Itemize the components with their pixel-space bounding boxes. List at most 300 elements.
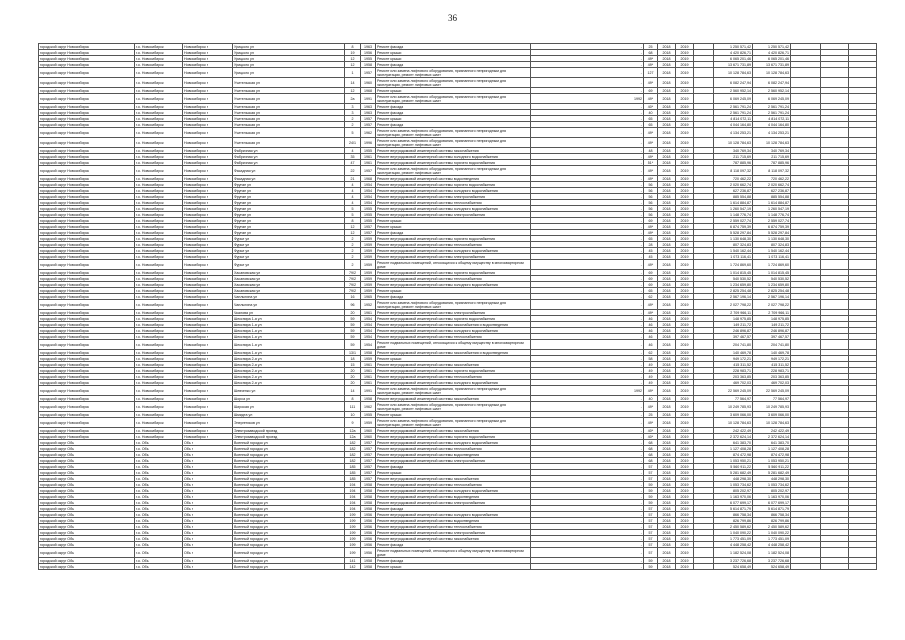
end-year-cell: 2019 xyxy=(676,270,694,276)
wear-cell: 57 xyxy=(644,512,658,518)
wear-cell: 48 xyxy=(644,148,658,154)
street-cell: Шекспира 1-я ул xyxy=(233,322,345,328)
municipality-cell: городской округ Новосибирск xyxy=(39,412,135,418)
municipality-cell: городской округ Новосибирск xyxy=(39,288,135,294)
total-cell: 627 236,87 xyxy=(753,188,791,194)
street-cell: Фрунзе ул xyxy=(233,230,345,236)
street-cell: Военный городок ул xyxy=(233,518,345,524)
work-type-cell: Ремонт крыши xyxy=(376,88,531,94)
work-type-cell: Ремонт крыши xyxy=(376,116,531,122)
start-year-cell: 2018 xyxy=(658,362,676,368)
start-year-cell: 2018 xyxy=(658,316,676,322)
house-cell: 182 xyxy=(345,458,361,464)
wear-cell: 65 xyxy=(644,236,658,242)
blank-cell xyxy=(821,418,849,428)
city-cell: г.о. Новосибирск xyxy=(135,50,183,56)
city-cell: г.о. Обь xyxy=(135,542,183,548)
end-year-cell: 2019 xyxy=(676,334,694,340)
blank-cell xyxy=(849,340,877,350)
cost-cell: 1 053 734,62 xyxy=(714,482,753,488)
district-cell: Обь г xyxy=(183,506,233,512)
municipality-cell: городской округ Новосибирск xyxy=(39,322,135,328)
municipality-cell: городской округ Новосибирск xyxy=(39,194,135,200)
blank-cell xyxy=(791,68,821,78)
modernization-year-cell: - xyxy=(531,176,644,182)
municipality-cell: городской округ Обь xyxy=(39,446,135,452)
street-cell: Урицкого ул xyxy=(233,44,345,50)
house-cell: 15 xyxy=(345,362,361,368)
street-cell: Шевченко ул xyxy=(233,386,345,396)
total-cell: 2 561 791,24 xyxy=(753,110,791,116)
total-cell: 246 896,87 xyxy=(753,328,791,334)
cost-cell: 10 128 784,63 xyxy=(714,418,753,428)
total-cell: 228 983,71 xyxy=(753,368,791,374)
cost-cell: 148 975,85 xyxy=(714,316,753,322)
municipality-cell: городской округ Новосибирск xyxy=(39,88,135,94)
house-cell: 3 xyxy=(345,104,361,110)
house-cell: 20 xyxy=(345,310,361,316)
city-cell: г.о. Новосибирск xyxy=(135,428,183,434)
house-cell: 141 xyxy=(345,558,361,564)
start-year-cell: 2018 xyxy=(658,434,676,440)
house-cell: 19 xyxy=(345,50,361,56)
build-year-cell: 1955 xyxy=(361,212,376,218)
city-cell: г.о. Обь xyxy=(135,470,183,476)
build-year-cell: 1959 xyxy=(361,270,376,276)
cost-cell: 6 077 699,17 xyxy=(714,500,753,506)
blank-cell xyxy=(849,386,877,396)
wear-cell: 40* xyxy=(644,434,658,440)
end-year-cell: 2019 xyxy=(676,182,694,188)
work-type-cell: Ремонт крыши xyxy=(376,56,531,62)
city-cell: г.о. Новосибирск xyxy=(135,434,183,440)
municipality-cell: городской округ Новосибирск xyxy=(39,282,135,288)
modernization-year-cell: - xyxy=(531,224,644,230)
start-year-cell: 2018 xyxy=(658,176,676,182)
city-cell: г.о. Новосибирск xyxy=(135,316,183,322)
start-year-cell: 2018 xyxy=(658,44,676,50)
municipality-cell: городской округ Обь xyxy=(39,518,135,524)
build-year-cell: 1961 xyxy=(361,362,376,368)
district-cell: Новосибирск г xyxy=(183,206,233,212)
street-cell: Военный городок ул xyxy=(233,536,345,542)
start-year-cell: 2018 xyxy=(658,78,676,88)
start-year-cell: 2018 xyxy=(658,188,676,194)
municipality-cell: городской округ Новосибирск xyxy=(39,110,135,116)
street-cell: Военный городок ул xyxy=(233,488,345,494)
end-year-cell: 2019 xyxy=(676,476,694,482)
wear-cell: 49* xyxy=(644,56,658,62)
work-type-cell: Ремонт фасада xyxy=(376,464,531,470)
total-cell: 4 814 072,11 xyxy=(753,116,791,122)
street-cell: Урицкого ул xyxy=(233,62,345,68)
wear-cell: 69 xyxy=(644,276,658,282)
table-row xyxy=(39,68,877,78)
start-year-cell: 2018 xyxy=(658,218,676,224)
district-cell: Обь г xyxy=(183,458,233,464)
wear-cell: 40* xyxy=(644,104,658,110)
house-cell: 182 xyxy=(345,446,361,452)
modernization-year-cell: - xyxy=(531,564,644,570)
wear-cell: 40 xyxy=(644,396,658,402)
district-cell: Обь г xyxy=(183,518,233,524)
build-year-cell: 1962 xyxy=(361,402,376,412)
total-cell: 1 040 090,22 xyxy=(753,530,791,536)
wear-cell: 65 xyxy=(644,288,658,294)
modernization-year-cell: - xyxy=(531,122,644,128)
district-cell: Новосибирск г xyxy=(183,230,233,236)
house-cell: 2 xyxy=(345,248,361,254)
municipality-cell: городской округ Новосибирск xyxy=(39,188,135,194)
total-cell: 2 372 624,14 xyxy=(753,434,791,440)
cost-cell: 874 472,98 xyxy=(714,452,753,458)
modernization-year-cell: - xyxy=(531,368,644,374)
end-year-cell: 2019 xyxy=(676,116,694,122)
cost-cell: 4 044 164,80 xyxy=(714,122,753,128)
total-cell: 3 609 066,00 xyxy=(753,412,791,418)
cost-cell: 2 567 196,14 xyxy=(714,294,753,300)
street-cell: Военный городок ул xyxy=(233,564,345,570)
modernization-year-cell: - xyxy=(531,418,644,428)
street-cell: Фурье ул xyxy=(233,248,345,254)
municipality-cell: городской округ Новосибирск xyxy=(39,396,135,402)
end-year-cell: 2019 xyxy=(676,300,694,310)
table-body xyxy=(39,44,877,570)
build-year-cell: 1957 xyxy=(361,464,376,470)
table-row xyxy=(39,138,877,148)
house-cell: 2а xyxy=(345,94,361,104)
build-year-cell: 1954 xyxy=(361,334,376,340)
end-year-cell: 2019 xyxy=(676,282,694,288)
start-year-cell: 2018 xyxy=(658,356,676,362)
wear-cell: 49 xyxy=(644,374,658,380)
city-cell: г.о. Новосибирск xyxy=(135,194,183,200)
blank-cell xyxy=(821,548,849,558)
district-cell: Новосибирск г xyxy=(183,380,233,386)
start-year-cell: 2018 xyxy=(658,288,676,294)
wear-cell: 57 xyxy=(644,536,658,542)
modernization-year-cell: - xyxy=(531,356,644,362)
modernization-year-cell: - xyxy=(531,458,644,464)
city-cell: г.о. Обь xyxy=(135,452,183,458)
modernization-year-cell: - xyxy=(531,236,644,242)
street-cell: Военный городок ул xyxy=(233,548,345,558)
build-year-cell: 1959 xyxy=(361,282,376,288)
municipality-cell: городской округ Обь xyxy=(39,530,135,536)
house-cell: 185 xyxy=(345,476,361,482)
street-cell: Фурье ул xyxy=(233,260,345,270)
end-year-cell: 2019 xyxy=(676,564,694,570)
total-cell: 524 658,49 xyxy=(753,564,791,570)
start-year-cell: 2018 xyxy=(658,56,676,62)
municipality-cell: городской округ Новосибирск xyxy=(39,160,135,166)
house-cell: 2 xyxy=(345,254,361,260)
blank-cell xyxy=(694,418,714,428)
build-year-cell: 1958 xyxy=(361,396,376,402)
start-year-cell: 2018 xyxy=(658,322,676,328)
street-cell: Шекспира 1-я ул xyxy=(233,340,345,350)
build-year-cell: 1960 xyxy=(361,78,376,88)
cost-cell: 807 324,83 xyxy=(714,242,753,248)
total-cell: 415 311,52 xyxy=(753,362,791,368)
total-cell: 2 020 662,74 xyxy=(753,182,791,188)
street-cell: Военный городок ул xyxy=(233,458,345,464)
house-cell: 59 xyxy=(345,316,361,322)
modernization-year-cell: - xyxy=(531,328,644,334)
municipality-cell: городской округ Новосибирск xyxy=(39,386,135,396)
total-cell: 22 569 245,09 xyxy=(753,386,791,396)
modernization-year-cell: - xyxy=(531,340,644,350)
city-cell: г.о. Новосибирск xyxy=(135,288,183,294)
wear-cell: 59 xyxy=(644,482,658,488)
wear-cell: 28 xyxy=(644,242,658,248)
modernization-year-cell: - xyxy=(531,506,644,512)
street-cell: Военный городок ул xyxy=(233,440,345,446)
blank-cell xyxy=(849,548,877,558)
street-cell: Военный городок ул xyxy=(233,452,345,458)
district-cell: Обь г xyxy=(183,446,233,452)
city-cell: г.о. Обь xyxy=(135,506,183,512)
cost-cell: 2 372 624,14 xyxy=(714,434,753,440)
work-type-cell: Ремонт или замена лифтового оборудования, признанного непригодным для эксплуатации, ремонт лифтовых шахт xyxy=(376,78,531,88)
wear-cell: 69 xyxy=(644,270,658,276)
start-year-cell: 2018 xyxy=(658,464,676,470)
city-cell: г.о. Обь xyxy=(135,548,183,558)
house-cell: 14 xyxy=(345,386,361,396)
work-type-cell: Ремонт внутридомовой инженерной системы газоснабжения xyxy=(376,428,531,434)
district-cell: Новосибирск г xyxy=(183,374,233,380)
work-type-cell: Ремонт фасада xyxy=(376,62,531,68)
modernization-year-cell: 1992 xyxy=(531,386,644,396)
municipality-cell: городской округ Обь xyxy=(39,464,135,470)
wear-cell: 49 xyxy=(644,368,658,374)
end-year-cell: 2019 xyxy=(676,154,694,160)
work-type-cell: Ремонт внутридомовой инженерной системы теплоснабжения xyxy=(376,242,531,248)
house-cell: 12 xyxy=(345,224,361,230)
wear-cell: 49* xyxy=(644,154,658,160)
start-year-cell: 2018 xyxy=(658,160,676,166)
work-type-cell: Ремонт внутридомовой инженерной системы горячего водоснабжения xyxy=(376,368,531,374)
district-cell: Обь г xyxy=(183,476,233,482)
build-year-cell: 1957 xyxy=(361,458,376,464)
total-cell: 1 724 869,60 xyxy=(753,260,791,270)
city-cell: г.о. Новосибирск xyxy=(135,374,183,380)
build-year-cell: 1957 xyxy=(361,452,376,458)
build-year-cell: 1955 xyxy=(361,218,376,224)
municipality-cell: городской округ Новосибирск xyxy=(39,260,135,270)
blank-cell xyxy=(791,166,821,176)
work-type-cell: Ремонт внутридомовой инженерной системы холодного водоснабжения xyxy=(376,380,531,386)
city-cell: г.о. Обь xyxy=(135,458,183,464)
table-row xyxy=(39,300,877,310)
start-year-cell: 2018 xyxy=(658,88,676,94)
end-year-cell: 2019 xyxy=(676,362,694,368)
wear-cell: 49* xyxy=(644,418,658,428)
wear-cell: 68 xyxy=(644,458,658,464)
blank-cell xyxy=(821,166,849,176)
start-year-cell: 2018 xyxy=(658,494,676,500)
total-cell: 1 130 648,30 xyxy=(753,236,791,242)
wear-cell: 68 xyxy=(644,452,658,458)
street-cell: Хасановская ул xyxy=(233,288,345,294)
street-cell: Военный городок ул xyxy=(233,558,345,564)
start-year-cell: 2018 xyxy=(658,224,676,230)
total-cell: 720 462,22 xyxy=(753,176,791,182)
table-row xyxy=(39,340,877,350)
start-year-cell: 2018 xyxy=(658,476,676,482)
start-year-cell: 2018 xyxy=(658,206,676,212)
wear-cell: 49* xyxy=(644,402,658,412)
total-cell: 10 128 784,63 xyxy=(753,138,791,148)
wear-cell: 56 xyxy=(644,206,658,212)
modernization-year-cell: - xyxy=(531,88,644,94)
total-cell: 340 769,34 xyxy=(753,148,791,154)
house-cell: 194 xyxy=(345,482,361,488)
municipality-cell: городской округ Новосибирск xyxy=(39,62,135,68)
wear-cell: 51* xyxy=(644,160,658,166)
district-cell: Новосибирск г xyxy=(183,128,233,138)
build-year-cell: 1963 xyxy=(361,104,376,110)
street-cell: Фрунзе ул xyxy=(233,224,345,230)
house-cell: 4 xyxy=(345,200,361,206)
start-year-cell: 2018 xyxy=(658,374,676,380)
cost-cell: 2 559 027,74 xyxy=(714,218,753,224)
cost-cell: 1 724 869,60 xyxy=(714,260,753,270)
house-cell: 20 xyxy=(345,374,361,380)
city-cell: г.о. Новосибирск xyxy=(135,110,183,116)
start-year-cell: 2018 xyxy=(658,254,676,260)
municipality-cell: городской округ Обь xyxy=(39,470,135,476)
house-cell: 2 xyxy=(345,122,361,128)
district-cell: Новосибирск г xyxy=(183,362,233,368)
total-cell: 1 540 162,44 xyxy=(753,248,791,254)
cost-cell: 787 885,96 xyxy=(714,160,753,166)
city-cell: г.о. Новосибирск xyxy=(135,402,183,412)
start-year-cell: 2018 xyxy=(658,530,676,536)
district-cell: Обь г xyxy=(183,452,233,458)
start-year-cell: 2018 xyxy=(658,368,676,374)
district-cell: Новосибирск г xyxy=(183,68,233,78)
street-cell: Электрозаводской проезд xyxy=(233,434,345,440)
district-cell: Новосибирск г xyxy=(183,294,233,300)
city-cell: г.о. Новосибирск xyxy=(135,88,183,94)
wear-cell: 59 xyxy=(644,558,658,564)
street-cell: Шекспира 2-я ул xyxy=(233,368,345,374)
total-cell: 4 448 258,42 xyxy=(753,542,791,548)
city-cell: г.о. Новосибирск xyxy=(135,212,183,218)
blank-cell xyxy=(821,138,849,148)
city-cell: г.о. Новосибирск xyxy=(135,62,183,68)
start-year-cell: 2018 xyxy=(658,212,676,218)
build-year-cell: 1968 xyxy=(361,88,376,94)
work-type-cell: Ремонт или замена лифтового оборудования, признанного непригодным для эксплуатации, ремонт лифтовых шахт xyxy=(376,418,531,428)
house-cell: 96 xyxy=(345,300,361,310)
house-cell: 8 xyxy=(345,396,361,402)
start-year-cell: 2018 xyxy=(658,564,676,570)
house-cell: 59 xyxy=(345,340,361,350)
end-year-cell: 2019 xyxy=(676,452,694,458)
blank-cell xyxy=(821,402,849,412)
wear-cell: 49 xyxy=(644,362,658,368)
municipality-cell: городской округ Новосибирск xyxy=(39,300,135,310)
district-cell: Обь г xyxy=(183,488,233,494)
municipality-cell: городской округ Новосибирск xyxy=(39,200,135,206)
total-cell: 805 202,97 xyxy=(753,488,791,494)
wear-cell: 65 xyxy=(644,122,658,128)
build-year-cell: 1996 xyxy=(361,138,376,148)
start-year-cell: 2018 xyxy=(658,334,676,340)
blank-cell xyxy=(694,166,714,176)
blank-cell xyxy=(791,386,821,396)
municipality-cell: городской округ Обь xyxy=(39,494,135,500)
total-cell: 10 128 784,63 xyxy=(753,418,791,428)
house-cell: 35 xyxy=(345,154,361,160)
house-cell: 79/2 xyxy=(345,282,361,288)
end-year-cell: 2019 xyxy=(676,350,694,356)
total-cell: 874 472,98 xyxy=(753,452,791,458)
municipality-cell: городской округ Новосибирск xyxy=(39,44,135,50)
cost-cell: 10 249 785,93 xyxy=(714,402,753,412)
cost-cell: 627 236,87 xyxy=(714,188,753,194)
work-type-cell: Ремонт или замена лифтового оборудования, признанного непригодным для эксплуатации, ремонт лифтовых шахт xyxy=(376,94,531,104)
total-cell: 1 053 950,21 xyxy=(753,458,791,464)
cost-cell: 22 569 245,09 xyxy=(714,386,753,396)
cost-cell: 5 560 911,22 xyxy=(714,464,753,470)
total-cell: 397 467,57 xyxy=(753,334,791,340)
total-cell: 6 069 245,09 xyxy=(753,94,791,104)
build-year-cell: 1959 xyxy=(361,236,376,242)
start-year-cell: 2018 xyxy=(658,418,676,428)
street-cell: Хасановская ул xyxy=(233,270,345,276)
city-cell: г.о. Обь xyxy=(135,530,183,536)
street-cell: Шекспира 2-я ул xyxy=(233,374,345,380)
municipality-cell: городской округ Новосибирск xyxy=(39,138,135,148)
cost-cell: 13 671 731,89 xyxy=(714,62,753,68)
end-year-cell: 2019 xyxy=(676,328,694,334)
total-cell: 448 298,30 xyxy=(753,476,791,482)
house-cell: 194 xyxy=(345,488,361,494)
build-year-cell: 1959 xyxy=(361,288,376,294)
district-cell: Новосибирск г xyxy=(183,412,233,418)
city-cell: г.о. Новосибирск xyxy=(135,300,183,310)
street-cell: Фурье ул xyxy=(233,242,345,248)
table-row xyxy=(39,78,877,88)
district-cell: Обь г xyxy=(183,558,233,564)
blank-cell xyxy=(791,78,821,88)
house-cell: 8 xyxy=(345,218,361,224)
build-year-cell: 1959 xyxy=(361,276,376,282)
end-year-cell: 2019 xyxy=(676,176,694,182)
total-cell: 5 528 297,84 xyxy=(753,230,791,236)
blank-cell xyxy=(791,300,821,310)
modernization-year-cell: - xyxy=(531,374,644,380)
work-type-cell: Ремонт внутридомовой инженерной системы газоснабжения xyxy=(376,362,531,368)
work-type-cell: Ремонт внутридомовой инженерной системы водоотведения xyxy=(376,518,531,524)
house-cell: 12 xyxy=(345,88,361,94)
city-cell: г.о. Новосибирск xyxy=(135,154,183,160)
house-cell: 21 xyxy=(345,176,361,182)
district-cell: Обь г xyxy=(183,564,233,570)
end-year-cell: 2019 xyxy=(676,94,694,104)
work-type-cell: Ремонт внутридомовой инженерной системы теплоснабжения xyxy=(376,524,531,530)
build-year-cell: 1957 xyxy=(361,476,376,482)
municipality-cell: городской округ Новосибирск xyxy=(39,310,135,316)
district-cell: Новосибирск г xyxy=(183,288,233,294)
modernization-year-cell: - xyxy=(531,524,644,530)
blank-cell xyxy=(791,548,821,558)
work-type-cell: Ремонт или замена лифтового оборудования, признанного непригодным для эксплуатации, ремонт лифтовых шахт xyxy=(376,166,531,176)
work-type-cell: Ремонт внутридомовой инженерной системы холодного водоснабжения xyxy=(376,440,531,446)
